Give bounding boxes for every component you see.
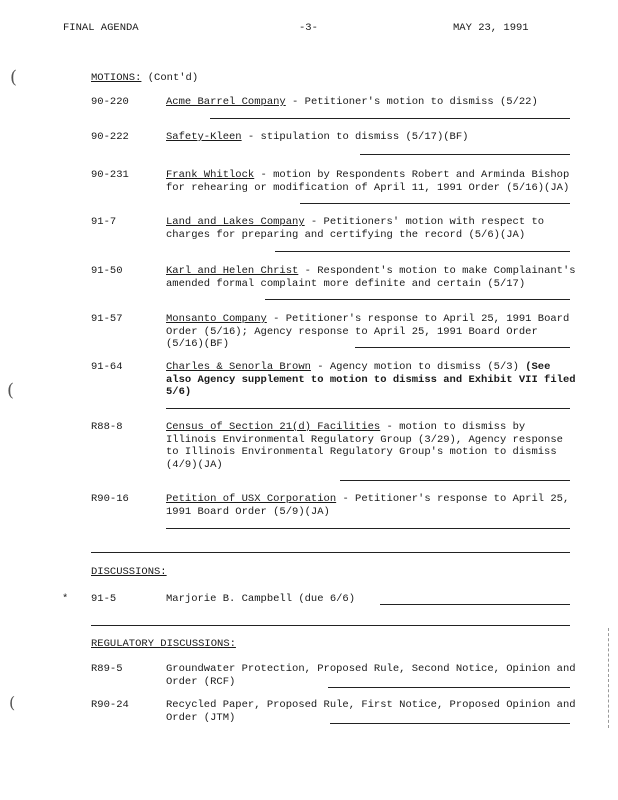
section-rule [91, 552, 570, 553]
motion-number: 90-222 [91, 131, 129, 143]
motion-case-name: Land and Lakes Company [166, 216, 305, 228]
answer-line [380, 604, 570, 605]
motion-description: - Respondent's motion to make Complainant's amended formal complaint more definite and certain (5/17) [166, 265, 582, 290]
motion-text [166, 265, 582, 290]
discussion-text: Marjorie B. Campbell (due 6/6) [166, 593, 356, 605]
section-heading-regulatory: REGULATORY DISCUSSIONS: [91, 638, 236, 650]
motion-description: - Agency motion to dismiss (5/3) [310, 361, 526, 373]
motion-case-name: Safety-Kleen [166, 131, 242, 143]
answer-line [265, 299, 570, 300]
regulatory-number: R89-5 [91, 663, 123, 675]
answer-line [166, 528, 570, 529]
motion-case-name: Frank Whitlock [166, 169, 255, 181]
answer-line [330, 723, 570, 724]
margin-mark: ( [7, 380, 15, 401]
motion-case-name: Petition of USX Corporation [166, 493, 337, 505]
motion-number: R90-16 [91, 493, 129, 505]
motion-text [166, 131, 576, 144]
motion-description: - stipulation to dismiss (5/17)(BF) [241, 131, 469, 143]
motion-description: - motion by Respondents Robert and Arminda Bishop for rehearing or modification of April 11, 1991 Order (5/16)(JA) [166, 169, 576, 194]
motion-number: 90-220 [91, 96, 129, 108]
margin-mark: ( [9, 693, 16, 712]
motion-note: (See also Agency supplement to motion to dismiss and Exhibit VII filed 5/6) [166, 361, 582, 398]
discussion-number: 91-5 [91, 593, 117, 605]
answer-line [300, 203, 570, 204]
answer-line [328, 687, 570, 688]
motion-text [166, 216, 576, 241]
motion-number: 91-50 [91, 265, 123, 277]
margin-mark: ( [10, 67, 18, 88]
motion-number: R88-8 [91, 421, 123, 433]
regulatory-text: Recycled Paper, Proposed Rule, First Notice, Proposed Opinion and Order (JTM) [166, 699, 582, 724]
motion-case-name: Charles & Senorla Brown [166, 361, 311, 373]
answer-line [355, 347, 570, 348]
regulatory-text: Groundwater Protection, Proposed Rule, Second Notice, Opinion and Order (RCF) [166, 663, 582, 688]
priority-star: * [62, 593, 69, 605]
section-rule [91, 625, 570, 626]
motion-description: - Petitioner's response to April 25, 1991 Board Order (5/16); Agency response to April 25, 1991 Board Order (5/16)(BF) [166, 313, 576, 350]
motion-text [166, 421, 576, 471]
regulatory-number: R90-24 [91, 699, 129, 711]
motion-number: 90-231 [91, 169, 129, 181]
motion-case-name: Monsanto Company [166, 313, 267, 325]
section-heading-discussions: DISCUSSIONS: [91, 566, 167, 578]
motion-text [166, 313, 576, 351]
motions-label: MOTIONS: [91, 72, 142, 84]
motion-number: 91-64 [91, 361, 123, 373]
answer-line [166, 408, 570, 409]
motion-description: - Petitioners' motion with respect to charges for preparing and certifying the record (5/6)(JA) [166, 216, 551, 241]
motions-suffix: (Cont'd) [147, 72, 199, 84]
motion-case-name: Acme Barrel Company [166, 96, 286, 108]
motion-description: - Petitioner's response to April 25, 1991 Board Order (5/9)(JA) [166, 493, 576, 518]
section-heading-motions [91, 72, 198, 85]
motion-number: 91-7 [91, 216, 117, 228]
motion-description: - motion to dismiss by Illinois Environmental Regulatory Group (3/29), Agency response to Illinois Environmental Regulatory Group's motion to dismiss (4/9)(JA) [166, 421, 570, 471]
answer-line [275, 251, 570, 252]
answer-line [360, 154, 570, 155]
motion-text [166, 169, 576, 194]
header-title: FINAL AGENDA [63, 22, 139, 34]
motion-text [166, 96, 576, 109]
scan-edge-rule [608, 628, 609, 728]
answer-line [340, 480, 570, 481]
motion-text [166, 361, 582, 399]
motion-case-name: Census of Section 21(d) Facilities [166, 421, 381, 433]
motion-number: 91-57 [91, 313, 123, 325]
header-date: MAY 23, 1991 [453, 22, 529, 34]
motion-case-name: Karl and Helen Christ [166, 265, 299, 277]
page-number: -3- [299, 22, 318, 34]
motion-description: - Petitioner's motion to dismiss (5/22) [285, 96, 538, 108]
answer-line [210, 118, 570, 119]
motion-text [166, 493, 576, 518]
